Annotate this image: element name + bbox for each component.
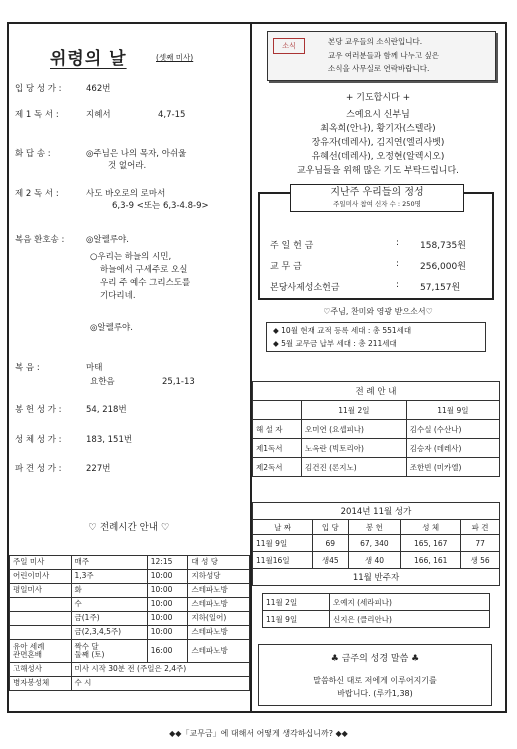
schedule-cell: 10:00 (147, 598, 188, 612)
hymn-cell: 생45 (313, 552, 348, 569)
gospel-acclamation-line2: ○우리는 하늘의 시민, (90, 252, 172, 262)
prayer-line: 교우님들을 위해 많은 기도 부탁드립니다. (296, 166, 460, 176)
notice-line3: 소식을 사무실로 연락바랍니다. (328, 64, 430, 73)
liturgy-corner-cell (253, 401, 302, 420)
liturgy-person: 김수실 (수산나) (406, 420, 499, 439)
schedule-title: ♡ 전례시간 안내 ♡ (88, 522, 170, 533)
schedule-cell: 병자봉성체 (10, 677, 72, 691)
hymn-header: 성 체 (401, 520, 461, 535)
gospel-ref: 25,1-13 (162, 377, 195, 387)
offering-row-amount: 158,735원 (420, 241, 466, 251)
page-title: 위령의 날 (50, 49, 127, 69)
liturgy-title: 전 례 안 내 (253, 382, 500, 401)
gospel-acclamation-line5: 기다리네. (100, 291, 136, 301)
prayer-line: 장유자(데레사), 김지연(엘리사벳) (311, 138, 445, 148)
schedule-row (10, 663, 250, 677)
census-line1: ◆ 10월 현재 교적 등록 세대 : 총 551세대 (273, 326, 412, 335)
recessional-value: 227번 (86, 464, 111, 474)
offering-row-colon: : (396, 280, 400, 290)
schedule-cell: 대 성 당 (188, 556, 250, 570)
offering-title-box (290, 184, 464, 212)
hymn-cell: 11월 9일 (253, 535, 313, 552)
schedule-cell: 10:00 (147, 626, 188, 640)
schedule-cell: 10:00 (147, 612, 188, 626)
offering-row-label: 교 무 금 (270, 262, 302, 272)
verse-box (258, 644, 492, 706)
server-table (262, 593, 490, 628)
schedule-cell: 금(1주) (71, 612, 147, 626)
liturgy-role: 제2독서 (253, 458, 302, 477)
liturgy-person: 김승자 (데레사) (406, 439, 499, 458)
offering-title: 지난주 우리들의 정성 (330, 187, 424, 198)
hymn-title: 2014년 11월 성가 (253, 503, 500, 520)
prayer-title: + 기도합시다 + (345, 93, 411, 103)
schedule-cell: 지하성당 (188, 570, 250, 584)
psalm-line2: 것 없어라. (108, 161, 147, 171)
hymn-cell: 11월16일 (253, 552, 313, 569)
schedule-row (10, 677, 250, 691)
offering-row-label: 주 일 헌 금 (270, 241, 314, 251)
prayer-line: 최옥희(안나), 황기자(스텔라) (320, 124, 436, 134)
liturgy-person: 김건진 (론지노) (302, 458, 407, 477)
reading2-ref: 6,3-9 <또는 6,3-4.8-9> (112, 201, 209, 211)
hymn-cell: 생 56 (461, 552, 500, 569)
hymn-cell: 생 40 (348, 552, 401, 569)
communion-label: 성 체 성 가 : (15, 435, 62, 445)
offering-attendance: 주일미사 참여 신자 수 : 250명 (333, 200, 421, 208)
entrance-value: 462번 (86, 84, 111, 94)
prayer-line: 스예요시 신부님 (346, 110, 410, 120)
reading1-label: 제 1 독 서 : (15, 110, 59, 120)
schedule-row (10, 556, 250, 570)
schedule-cell: 화 (71, 584, 147, 598)
hymn-cell: 77 (461, 535, 500, 552)
footer-question: ◆◆「교무금」에 대해서 어떻게 생각하십니까? ◆◆ (169, 729, 348, 738)
schedule-row (10, 570, 250, 584)
prayer-line: 유혜선(데레사), 오정현(알렉시오) (311, 152, 445, 162)
hymn-cell: 69 (313, 535, 348, 552)
schedule-cell: 유아 세례 관면혼배 (10, 640, 72, 663)
verse-title: ♣ 금주의 성경 말씀 ♣ (330, 654, 420, 664)
schedule-cell (10, 598, 72, 612)
schedule-cell: 매주 (71, 556, 147, 570)
schedule-row (10, 612, 250, 626)
offertory-label: 봉 헌 성 가 : (15, 405, 62, 415)
schedule-cell: 지하(일어) (188, 612, 250, 626)
schedule-cell: 미사 시작 30분 전 (주일은 2,4주) (71, 663, 250, 677)
liturgy-table (252, 381, 500, 477)
reading2-label: 제 2 독 서 : (15, 189, 59, 199)
hymn-cell: 165, 167 (401, 535, 461, 552)
notice-line1: 본당 교우들의 소식란입니다. (328, 37, 423, 46)
liturgy-date: 11월 9일 (406, 401, 499, 420)
reading2-value: 사도 바오로의 로마서 (86, 189, 166, 199)
schedule-row (10, 626, 250, 640)
schedule-row (10, 584, 250, 598)
schedule-cell: 수 시 (71, 677, 250, 691)
schedule-row (10, 598, 250, 612)
schedule-cell: 주일 미사 (10, 556, 72, 570)
communion-value: 183, 151번 (86, 435, 133, 445)
gospel-acclamation-line6: ◎알렐루야. (90, 323, 133, 333)
schedule-cell: 금(2,3,4,5주) (71, 626, 147, 640)
recessional-label: 파 견 성 가 : (15, 464, 62, 474)
reading1-ref: 4,7-15 (158, 110, 186, 120)
hymn-header: 봉 헌 (348, 520, 401, 535)
schedule-cell: 1,3주 (71, 570, 147, 584)
verse-line2: 바랍니다. (루카1,38) (337, 689, 413, 698)
offertory-value: 54, 218번 (86, 405, 127, 415)
parish-logo-icon: 소식 (273, 38, 305, 54)
schedule-cell: 짝수 달 둘째 (토) (71, 640, 147, 663)
server-date: 11월 9일 (263, 611, 330, 628)
liturgy-role: 해 설 자 (253, 420, 302, 439)
schedule-cell: 12:15 (147, 556, 188, 570)
entrance-label: 입 당 성 가 : (15, 84, 62, 94)
schedule-cell: 16:00 (147, 640, 188, 663)
gospel-acclamation-line1: ◎알렐루야. (86, 235, 129, 245)
liturgy-person: 노옥란 (빅토리아) (302, 439, 407, 458)
notice-line2: 교우 여러분들과 함께 나누고 싶은 (328, 51, 439, 60)
hymn-header: 입 당 (313, 520, 348, 535)
hymn-header: 날 짜 (253, 520, 313, 535)
offering-row-amount: 256,000원 (420, 262, 466, 272)
liturgy-role: 제1독서 (253, 439, 302, 458)
reading1-value: 지혜서 (86, 110, 111, 120)
gospel-acclamation-label: 복음 환호송 : (15, 235, 65, 245)
offering-row-label: 본당사제성소헌금 (270, 283, 340, 293)
psalm-line1: ◎주님은 나의 목자, 아쉬울 (86, 149, 187, 159)
schedule-cell: 10:00 (147, 584, 188, 598)
offering-row-amount: 57,157원 (420, 283, 461, 293)
schedule-cell: 수 (71, 598, 147, 612)
schedule-cell (10, 626, 72, 640)
liturgy-date: 11월 2일 (302, 401, 407, 420)
schedule-cell: 스테파노방 (188, 584, 250, 598)
schedule-cell: 스테파노방 (188, 626, 250, 640)
offering-row-colon: : (396, 238, 400, 248)
gospel-label: 복 음 : (15, 363, 40, 373)
server-title: 11월 반주자 (253, 569, 500, 586)
psalm-label: 화 답 송 : (15, 149, 51, 159)
schedule-cell: 10:00 (147, 570, 188, 584)
schedule-row (10, 640, 250, 663)
hymn-header: 파 견 (461, 520, 500, 535)
hymn-cell: 166, 161 (401, 552, 461, 569)
hymn-cell: 67, 340 (348, 535, 401, 552)
gospel-value: 마태 (86, 363, 103, 373)
verse-line1: 말씀하신 대로 저에게 이루어지기를 (313, 676, 437, 685)
offering-row-colon: : (396, 259, 400, 269)
schedule-table (9, 555, 250, 691)
gospel-acclamation-line4: 우리 주 예수 그리스도를 (100, 278, 191, 288)
schedule-cell: 고해성사 (10, 663, 72, 677)
schedule-cell (10, 612, 72, 626)
page-subtitle: (셋째 미사) (156, 53, 194, 62)
gospel-value2: 요한음 (90, 377, 115, 387)
server-name: 신지은 (클리안나) (330, 611, 490, 628)
server-date: 11월 2일 (263, 594, 330, 611)
schedule-cell: 어린이미사 (10, 570, 72, 584)
liturgy-person: 조한빈 (미카엘) (406, 458, 499, 477)
column-divider (250, 22, 252, 713)
schedule-cell: 평일미사 (10, 584, 72, 598)
census-box (266, 322, 486, 352)
census-line2: ◆ 5월 교무금 납부 세대 : 총 211세대 (273, 339, 397, 348)
schedule-cell: 스테파노방 (188, 598, 250, 612)
liturgy-person: 오미연 (요셉피나) (302, 420, 407, 439)
schedule-cell: 스테파노방 (188, 640, 250, 663)
hymn-table (252, 502, 500, 586)
gospel-acclamation-line3: 하늘에서 구세주로 오실 (100, 265, 188, 275)
notice-box (267, 31, 496, 81)
server-name: 오예지 (세라피나) (330, 594, 490, 611)
offering-blessing: ♡주님, 찬미와 영광 받으소서♡ (323, 307, 433, 316)
